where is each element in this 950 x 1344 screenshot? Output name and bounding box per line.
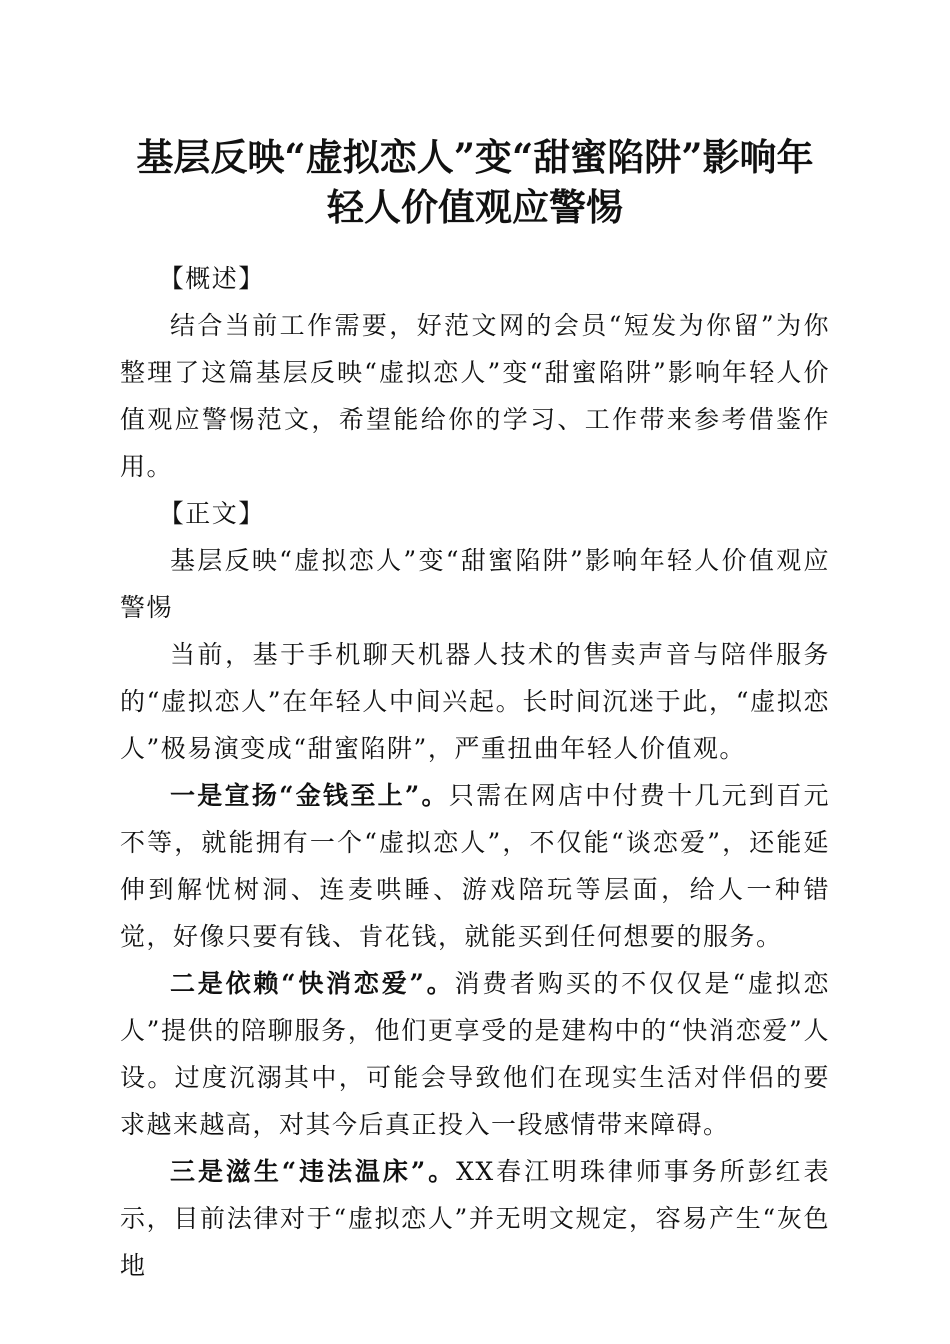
body-title-paragraph: 基层反映“虚拟恋人”变“甜蜜陷阱”影响年轻人价值观应警惕	[120, 546, 830, 622]
body-heading: 【正文】	[158, 499, 265, 528]
document-title	[100, 132, 850, 232]
point-lead-1: 一是宣扬“金钱至上”。	[170, 781, 449, 810]
title-line-1: 基层反映“虚拟恋人”变“甜蜜陷阱”影响年	[136, 135, 814, 179]
summary-heading: 【概述】	[158, 264, 265, 293]
point-text-2: 消费者购买的不仅仅是“虚拟恋人”提供的陪聊服务，他们更享受的是建构中的“快消恋爱”人设。过度沉溺其中，可能会导致他们在现实生活对伴侣的要求越来越高，对其今后真正投入一段感情带来障碍。	[120, 969, 830, 1139]
point-paragraph-2	[120, 960, 830, 1148]
point-paragraph-3	[120, 1148, 830, 1289]
document-body	[120, 255, 830, 1289]
summary-paragraph: 结合当前工作需要，好范文网的会员“短发为你留”为你整理了这篇基层反映“虚拟恋人”变“甜蜜陷阱”影响年轻人价值观应警惕范文，希望能给你的学习、工作带来参考借鉴作用。	[120, 311, 830, 481]
title-line-2: 轻人价值观应警惕	[327, 185, 623, 229]
point-text-1: 只需在网店中付费十几元到百元不等，就能拥有一个“虚拟恋人”，不仅能“谈恋爱”，还能延伸到解忧树洞、连麦哄睡、游戏陪玩等层面，给人一种错觉，好像只要有钱、肯花钱，就能买到任何想要的服务。	[120, 781, 830, 951]
point-text-3: XX春江明珠律师事务所彭红表示，目前法律对于“虚拟恋人”并无明文规定，容易产生“灰色地	[120, 1157, 830, 1280]
intro-paragraph: 当前，基于手机聊天机器人技术的售卖声音与陪伴服务的“虚拟恋人”在年轻人中间兴起。长时间沉迷于此，“虚拟恋人”极易演变成“甜蜜陷阱”，严重扭曲年轻人价值观。	[120, 640, 830, 763]
point-lead-3: 三是滋生“违法温床”。	[170, 1157, 457, 1186]
point-lead-2: 二是依赖“快消恋爱”。	[170, 969, 455, 998]
point-paragraph-1	[120, 772, 830, 960]
